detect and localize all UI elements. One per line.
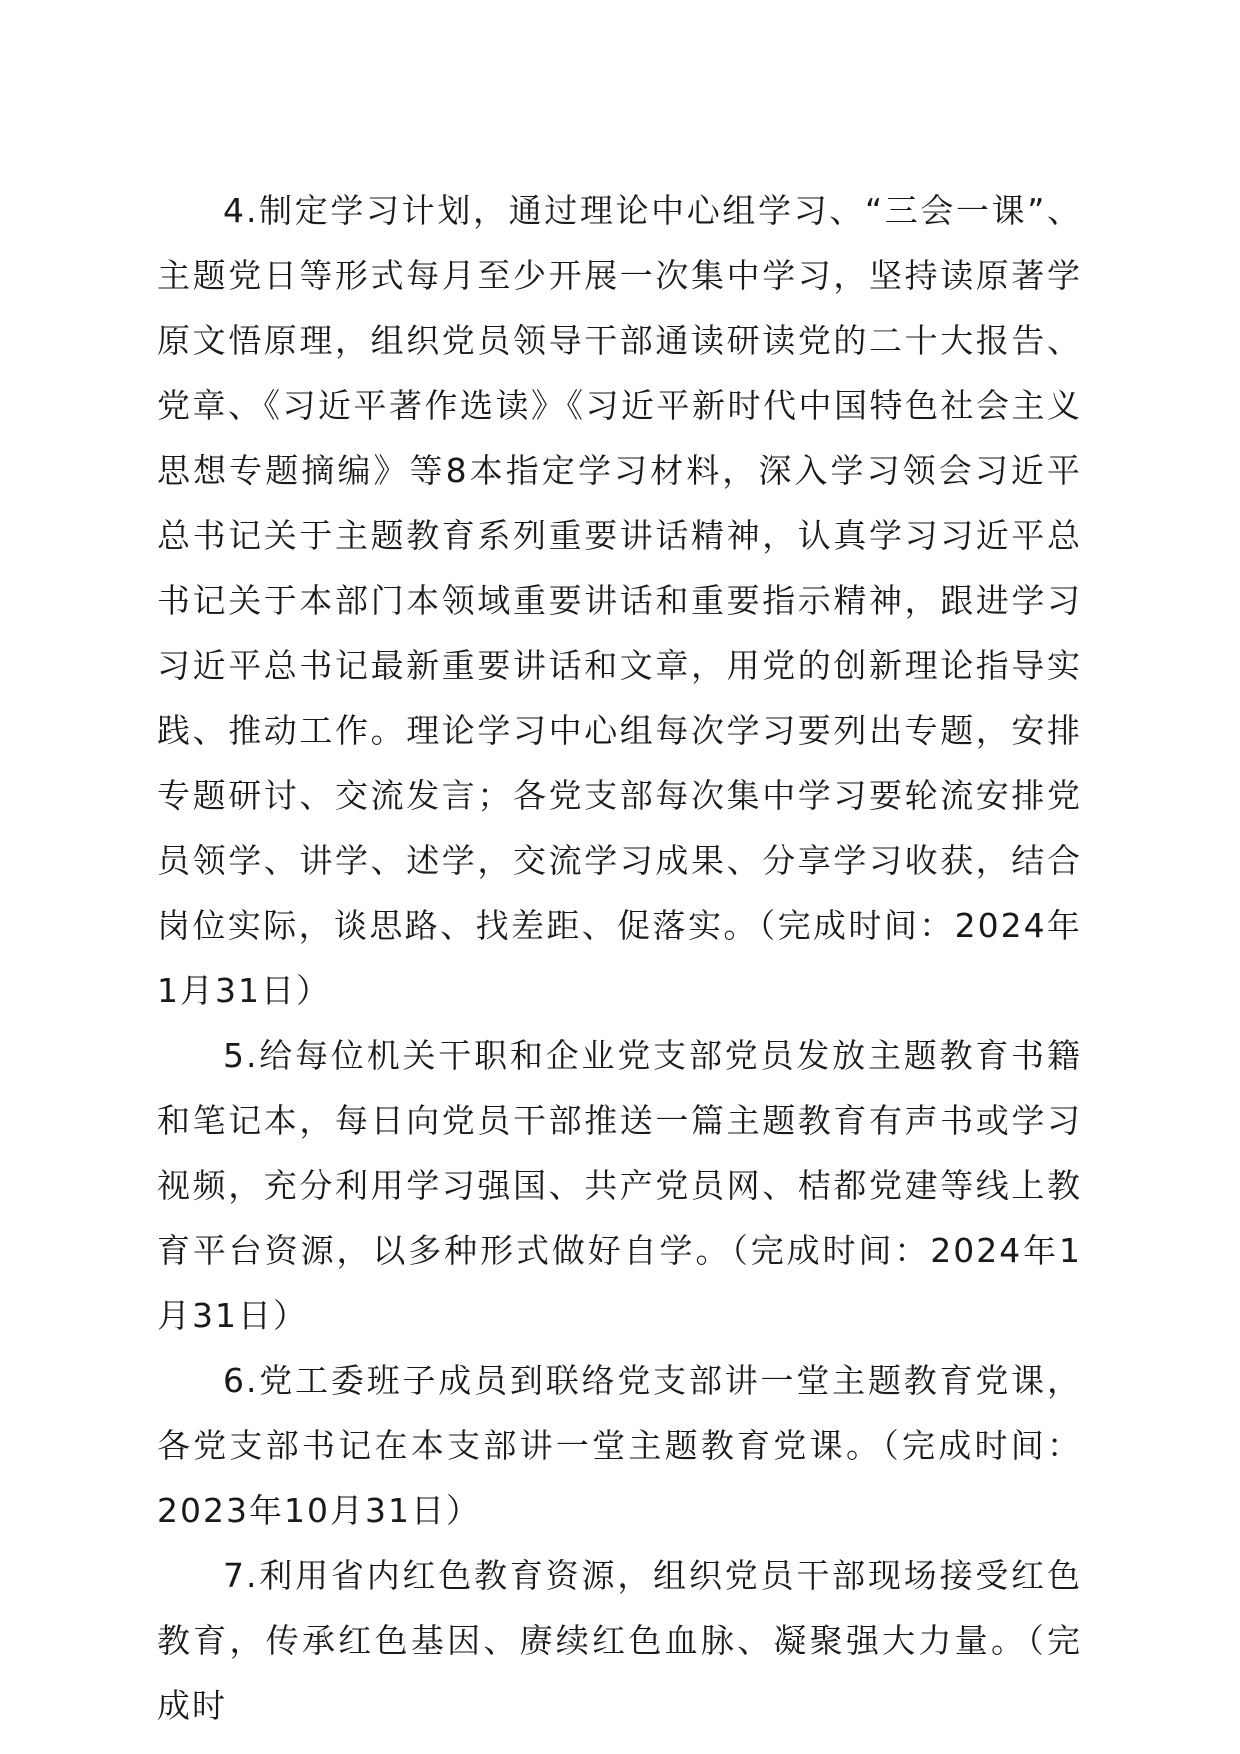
document-body bbox=[157, 178, 1082, 1738]
paragraph-item-6: 6.党工委班子成员到联络党支部讲一堂主题教育党课，各党支部书记在本支部讲一堂主题教育党课。（完成时间：2023年10月31日） bbox=[157, 1361, 1082, 1530]
paragraph-item-4: 4.制定学习计划，通过理论中心组学习、“三会一课”、主题党日等形式每月至少开展一次集中学习，坚持读原著学原文悟原理，组织党员领导干部通读研读党的二十大报告、党章、《习近平著作选读》《习近平新时代中国特色社会主义思想专题摘编》等8本指定学习材料，深入学习领会习近平总书记关于主题教育系列重要讲话精神，认真学习习近平总书记关于本部门本领域重要讲话和重要指示精神，跟进学习习近平总书记最新重要讲话和文章，用党的创新理论指导实践、推动工作。理论学习中心组每次学习要列出专题，安排专题研讨、交流发言；各党支部每次集中学习要轮流安排党员领学、讲学、述学，交流学习成果、分享学习收获，结合岗位实际，谈思路、找差距、促落实。（完成时间：2024年1月31日） bbox=[157, 191, 1082, 1010]
paragraph-item-5: 5.给每位机关干职和企业党支部党员发放主题教育书籍和笔记本，每日向党员干部推送一篇主题教育有声书或学习视频，充分利用学习强国、共产党员网、桔都党建等线上教育平台资源，以多种形式做好自学。（完成时间：2024年1月31日） bbox=[157, 1036, 1082, 1335]
paragraph-item-7: 7.利用省内红色教育资源，组织党员干部现场接受红色教育，传承红色基因、赓续红色血脉、凝聚强大力量。（完成时 bbox=[157, 1556, 1082, 1725]
